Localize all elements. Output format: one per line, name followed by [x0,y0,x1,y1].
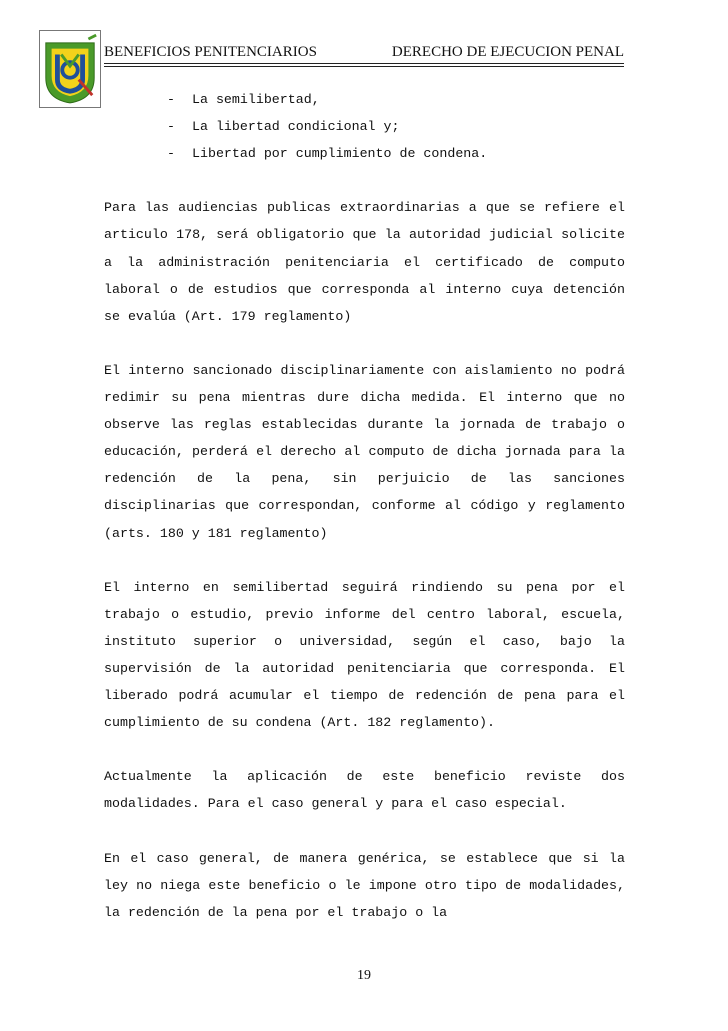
header-right-title: DERECHO DE EJECUCION PENAL [391,44,624,60]
list-item: - Libertad por cumplimiento de condena. [167,140,625,167]
paragraph: El interno en semilibertad seguirá rindiendo su pena por el trabajo o estudio, previo informe del centro laboral, escuela, instituto superior o universidad, según el caso, bajo la supervisión de la autoridad penitenciaria que corresponda. El liberado podrá acumular el tiempo de redención de pena para el cumplimiento de su condena (Art. 182 reglamento). [104,579,625,731]
header-rule-thin [104,63,624,64]
paragraph: Actualmente la aplicación de este beneficio reviste dos modalidades. Para el caso general y para el caso especial. [104,769,625,812]
paragraph: Para las audiencias publicas extraordinarias a que se refiere el articulo 178, será obligatorio que la autoridad judicial solicite a la administración penitenciaria el certificado de computo laboral o de estudios que corresponda al interno cuya detención se evalúa (Art. 179 reglamento) [104,200,625,324]
list-item: - La libertad condicional y; [167,113,625,140]
list-item: - La semilibertad, [167,86,625,113]
paragraph: El interno sancionado disciplinariamente con aislamiento no podrá redimir su pena mientras dure dicha medida. El interno que no observe las reglas establecidas durante la jornada de trabajo o educación, perderá el derecho al computo de dicha jornada para la redención de la pena, sin perjuicio de las sanciones disciplinarias que correspondan, conforme al código y reglamento (arts. 180 y 181 reglamento) [104,362,625,541]
shield-emblem-icon [40,31,100,107]
page-header [104,40,624,62]
benefits-list [104,86,625,167]
page-number: 19 [357,968,371,983]
university-logo [39,30,101,108]
header-rule-thick [104,66,624,67]
document-body [104,86,625,926]
header-left-title: BENEFICIOS PENITENCIARIOS [104,44,317,60]
paragraph: En el caso general, de manera genérica, se establece que si la ley no niega este beneficio o le impone otro tipo de modalidades, la redención de la pena por el trabajo o la [104,850,625,920]
